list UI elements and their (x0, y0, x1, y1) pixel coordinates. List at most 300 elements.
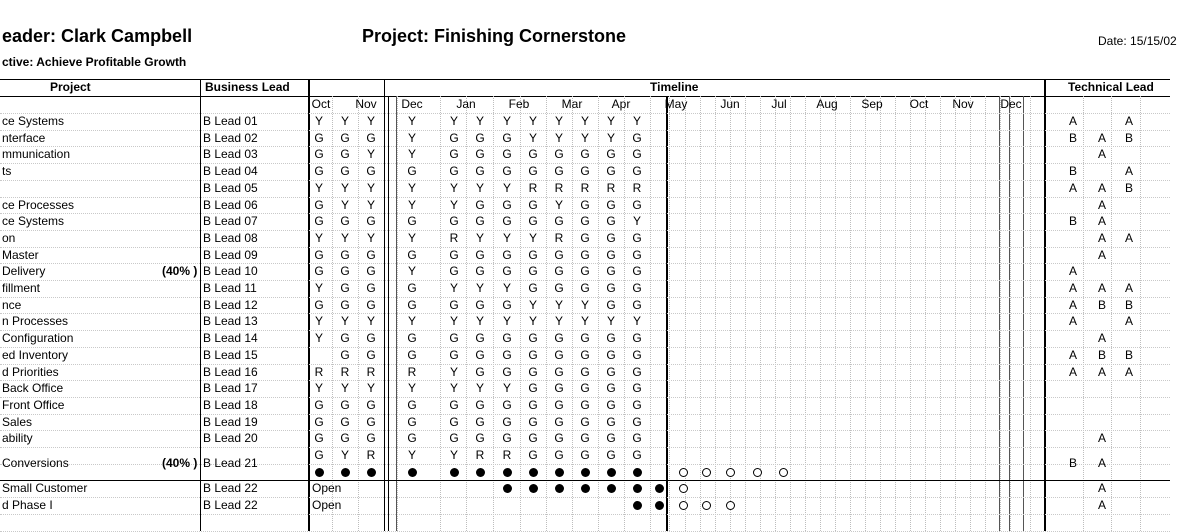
status-cell: G (366, 298, 376, 312)
status-cell: R (632, 181, 642, 195)
status-cell: G (340, 431, 350, 445)
status-cell: Y (449, 314, 459, 328)
project-name: Small Customer (2, 481, 88, 495)
milestone-complete-icon (655, 484, 664, 493)
milestone-complete-icon (315, 468, 324, 477)
status-cell: Y (502, 231, 512, 245)
status-cell: G (502, 147, 512, 161)
milestone-complete-icon (555, 468, 564, 477)
status-cell: G (502, 131, 512, 145)
technical-lead: B (1125, 181, 1134, 195)
status-cell: G (502, 398, 512, 412)
timeline-column-header: Timeline (650, 80, 699, 94)
status-cell: G (340, 264, 350, 278)
milestone-pending-icon (679, 484, 688, 493)
status-cell: G (340, 398, 350, 412)
status-cell: G (528, 331, 538, 345)
status-cell: Y (502, 114, 512, 128)
status-cell: G (407, 415, 417, 429)
status-text: Open (312, 498, 342, 512)
status-cell: Y (407, 381, 417, 395)
status-cell: G (475, 214, 485, 228)
status-cell: R (314, 365, 324, 379)
month-label: Aug (816, 97, 838, 111)
technical-lead: A (1098, 131, 1107, 145)
status-cell: G (632, 248, 642, 262)
project-name: ts (2, 164, 12, 178)
milestone-complete-icon (581, 484, 590, 493)
status-cell: G (502, 298, 512, 312)
grid-hline (0, 497, 1170, 498)
month-label: Oct (909, 97, 929, 111)
status-cell: G (407, 398, 417, 412)
status-cell: G (632, 198, 642, 212)
status-cell: G (606, 281, 616, 295)
status-cell: Y (366, 314, 376, 328)
project-name: fillment (2, 281, 41, 295)
milestone-pending-icon (702, 468, 711, 477)
status-cell: G (580, 281, 590, 295)
status-cell: G (554, 164, 564, 178)
project-name: d Priorities (2, 365, 59, 379)
status-cell: Y (502, 281, 512, 295)
status-cell: G (407, 164, 417, 178)
status-cell: Y (502, 381, 512, 395)
technical-lead: A (1125, 281, 1134, 295)
status-cell: G (606, 214, 616, 228)
technical-lead: A (1098, 231, 1107, 245)
status-cell: G (528, 448, 538, 462)
status-cell: Y (632, 214, 642, 228)
status-cell: G (407, 281, 417, 295)
milestone-complete-icon (341, 468, 350, 477)
month-label: Dec (401, 97, 423, 111)
status-cell: Y (449, 381, 459, 395)
month-label: Jan (456, 97, 476, 111)
technical-lead: B (1125, 348, 1134, 362)
status-cell: G (528, 264, 538, 278)
leader-title: eader: Clark Campbell (2, 26, 193, 46)
status-cell: G (340, 214, 350, 228)
status-cell: G (314, 264, 324, 278)
technical-lead: A (1098, 181, 1107, 195)
project-name: ce Systems (2, 214, 65, 228)
status-cell: Y (407, 131, 417, 145)
status-cell: Y (340, 231, 350, 245)
status-cell: G (528, 381, 538, 395)
month-label: Mar (561, 97, 583, 111)
business-lead: B Lead 12 (203, 298, 258, 312)
business-lead: B Lead 17 (203, 381, 258, 395)
milestone-complete-icon (633, 501, 642, 510)
status-cell: Y (606, 314, 616, 328)
status-cell: Y (554, 314, 564, 328)
status-cell: Y (580, 114, 590, 128)
status-cell: Y (475, 381, 485, 395)
milestone-complete-icon (450, 468, 459, 477)
status-cell: G (449, 264, 459, 278)
status-cell: G (314, 198, 324, 212)
status-cell: G (502, 198, 512, 212)
status-cell: Y (340, 114, 350, 128)
status-cell: G (632, 448, 642, 462)
technical-lead: A (1098, 431, 1107, 445)
milestone-complete-icon (367, 468, 376, 477)
technical-lead: A (1069, 181, 1078, 195)
status-cell: G (580, 365, 590, 379)
status-cell: Y (340, 314, 350, 328)
status-cell: G (366, 214, 376, 228)
business-lead: B Lead 11 (203, 281, 257, 295)
status-cell: G (580, 147, 590, 161)
status-cell: G (366, 131, 376, 145)
status-cell: Y (449, 198, 459, 212)
status-cell: G (366, 348, 376, 362)
status-cell: G (580, 248, 590, 262)
status-cell: R (528, 181, 538, 195)
status-cell: Y (407, 264, 417, 278)
status-cell: G (449, 398, 459, 412)
status-cell: G (340, 147, 350, 161)
status-cell: G (314, 398, 324, 412)
project-name: ed Inventory (2, 348, 69, 362)
status-cell: G (554, 248, 564, 262)
status-cell: G (475, 264, 485, 278)
status-cell: G (340, 348, 350, 362)
status-cell: G (475, 431, 485, 445)
business-lead: B Lead 09 (203, 248, 258, 262)
status-cell: R (554, 231, 564, 245)
section-divider (0, 480, 1170, 481)
business-lead: B Lead 21 (203, 456, 258, 470)
status-cell: Y (314, 231, 324, 245)
status-cell: G (632, 365, 642, 379)
status-cell: G (632, 298, 642, 312)
status-cell: R (580, 181, 590, 195)
status-cell: R (475, 448, 485, 462)
status-cell: G (407, 248, 417, 262)
status-cell: G (449, 214, 459, 228)
status-cell: G (475, 331, 485, 345)
status-cell: G (340, 298, 350, 312)
status-cell: G (606, 381, 616, 395)
status-cell: G (606, 415, 616, 429)
project-column-header: Project (50, 80, 91, 94)
status-cell: G (580, 231, 590, 245)
status-cell: G (580, 398, 590, 412)
milestone-pending-icon (779, 468, 788, 477)
status-cell: G (366, 264, 376, 278)
status-cell: R (606, 181, 616, 195)
status-cell: Y (449, 365, 459, 379)
status-cell: G (632, 398, 642, 412)
month-label: Jul (771, 97, 787, 111)
status-cell: G (606, 398, 616, 412)
technical-lead: A (1098, 365, 1107, 379)
status-cell: G (449, 331, 459, 345)
business-lead: B Lead 13 (203, 314, 258, 328)
technical-lead: A (1069, 281, 1078, 295)
status-cell: Y (632, 114, 642, 128)
status-cell: Y (502, 314, 512, 328)
project-name: Sales (2, 415, 33, 429)
objective-label: ctive: Achieve Profitable Growth (2, 55, 187, 69)
business-lead: B Lead 18 (203, 398, 258, 412)
status-cell: G (606, 348, 616, 362)
project-name: on (2, 231, 16, 245)
project-name: nce (2, 298, 22, 312)
header-line-bottom (0, 96, 1170, 97)
status-cell: Y (366, 114, 376, 128)
month-label: Apr (611, 97, 631, 111)
milestone-complete-icon (503, 468, 512, 477)
milestone-pending-icon (726, 501, 735, 510)
technical-lead: A (1098, 248, 1107, 262)
milestone-pending-icon (702, 501, 711, 510)
status-cell: G (502, 431, 512, 445)
technical-lead-column-header: Technical Lead (1068, 80, 1154, 94)
technical-lead: A (1125, 231, 1134, 245)
status-cell: Y (407, 448, 417, 462)
status-cell: Y (475, 231, 485, 245)
technical-lead: B (1125, 131, 1134, 145)
status-cell: G (475, 298, 485, 312)
technical-lead: A (1069, 365, 1078, 379)
status-cell: G (528, 415, 538, 429)
status-cell: G (475, 248, 485, 262)
status-cell: Y (528, 131, 538, 145)
status-cell: Y (407, 198, 417, 212)
status-cell: Y (314, 314, 324, 328)
status-cell: G (632, 281, 642, 295)
status-cell: G (407, 348, 417, 362)
status-cell: G (340, 281, 350, 295)
status-cell: G (475, 365, 485, 379)
status-cell: Y (528, 314, 538, 328)
technical-lead: A (1098, 281, 1107, 295)
status-cell: G (528, 214, 538, 228)
business-lead: B Lead 06 (203, 198, 258, 212)
status-cell: Y (475, 314, 485, 328)
technical-lead: A (1125, 314, 1134, 328)
business-lead: B Lead 22 (203, 481, 258, 495)
status-cell: G (632, 331, 642, 345)
milestone-complete-icon (529, 468, 538, 477)
status-cell: Y (366, 231, 376, 245)
status-cell: Y (340, 181, 350, 195)
technical-lead: B (1098, 348, 1107, 362)
status-cell: G (580, 381, 590, 395)
status-cell: R (340, 365, 350, 379)
percent-complete: (40% ) (162, 264, 198, 278)
status-cell: G (580, 198, 590, 212)
business-lead: B Lead 10 (203, 264, 258, 278)
status-cell: G (606, 298, 616, 312)
status-cell: G (502, 331, 512, 345)
business-lead: B Lead 20 (203, 431, 258, 445)
milestone-complete-icon (607, 468, 616, 477)
status-cell: R (502, 448, 512, 462)
status-cell: G (340, 248, 350, 262)
status-cell: R (366, 448, 376, 462)
status-cell: Y (407, 147, 417, 161)
milestone-pending-icon (679, 501, 688, 510)
technical-lead: B (1098, 298, 1107, 312)
milestone-pending-icon (726, 468, 735, 477)
milestone-complete-icon (555, 484, 564, 493)
month-label: May (664, 97, 688, 111)
business-lead: B Lead 14 (203, 331, 258, 345)
project-name: Master (2, 248, 39, 262)
status-cell: G (632, 415, 642, 429)
technical-lead: B (1069, 456, 1078, 470)
business-lead: B Lead 22 (203, 498, 258, 512)
status-cell: G (340, 331, 350, 345)
business-lead-column-header: Business Lead (205, 80, 290, 94)
status-cell: G (528, 248, 538, 262)
milestone-complete-icon (581, 468, 590, 477)
project-name: Back Office (2, 381, 64, 395)
milestone-complete-icon (503, 484, 512, 493)
milestone-complete-icon (633, 468, 642, 477)
status-cell: R (554, 181, 564, 195)
status-cell: G (528, 431, 538, 445)
status-cell: Y (407, 231, 417, 245)
technical-lead: A (1125, 114, 1134, 128)
month-label: Jun (720, 97, 740, 111)
status-cell: G (528, 164, 538, 178)
grid-hline (0, 514, 1170, 515)
technical-lead: B (1125, 298, 1134, 312)
milestone-complete-icon (476, 468, 485, 477)
status-cell: G (449, 147, 459, 161)
project-name: ce Systems (2, 114, 65, 128)
milestone-pending-icon (753, 468, 762, 477)
status-cell: Y (554, 198, 564, 212)
status-cell: G (449, 248, 459, 262)
project-name: n Processes (2, 314, 69, 328)
milestone-complete-icon (607, 484, 616, 493)
project-title: Project: Finishing Cornerstone (362, 26, 627, 46)
status-cell: Y (606, 114, 616, 128)
month-label: Nov (355, 97, 377, 111)
status-cell: G (554, 398, 564, 412)
status-cell: G (366, 281, 376, 295)
status-cell: G (449, 415, 459, 429)
project-name: ce Processes (2, 198, 75, 212)
business-lead: B Lead 15 (203, 348, 258, 362)
month-label: Feb (508, 97, 530, 111)
business-lead: B Lead 02 (203, 131, 258, 145)
status-cell: Y (475, 114, 485, 128)
status-cell: G (314, 147, 324, 161)
technical-lead: A (1125, 164, 1134, 178)
status-cell: Y (314, 381, 324, 395)
status-cell: G (528, 281, 538, 295)
status-cell: G (580, 264, 590, 278)
status-cell: G (314, 415, 324, 429)
status-cell: Y (449, 114, 459, 128)
technical-lead: A (1069, 348, 1078, 362)
status-cell: G (340, 164, 350, 178)
status-cell: G (314, 164, 324, 178)
status-cell: G (632, 381, 642, 395)
status-cell: G (366, 331, 376, 345)
status-cell: G (632, 164, 642, 178)
status-cell: G (580, 164, 590, 178)
status-cell: G (314, 431, 324, 445)
status-cell: G (554, 214, 564, 228)
status-cell: G (502, 248, 512, 262)
status-cell: G (632, 231, 642, 245)
status-cell: Y (366, 181, 376, 195)
status-cell: Y (449, 181, 459, 195)
month-label: Dec (1000, 97, 1022, 111)
project-name: ability (2, 431, 33, 445)
status-cell: Y (366, 381, 376, 395)
technical-lead: A (1069, 114, 1078, 128)
status-cell: G (554, 281, 564, 295)
month-label: Sep (861, 97, 883, 111)
status-cell: G (314, 298, 324, 312)
status-cell: G (528, 365, 538, 379)
status-text: Open (312, 481, 342, 495)
status-cell: Y (449, 281, 459, 295)
technical-lead: A (1098, 331, 1107, 345)
status-cell: Y (407, 114, 417, 128)
status-cell: Y (407, 181, 417, 195)
technical-lead: A (1069, 298, 1078, 312)
status-cell: G (554, 264, 564, 278)
business-lead: B Lead 04 (203, 164, 258, 178)
status-cell: Y (528, 231, 538, 245)
project-name: Front Office (2, 398, 65, 412)
business-lead: B Lead 19 (203, 415, 258, 429)
status-cell: G (449, 431, 459, 445)
status-cell: G (366, 415, 376, 429)
technical-lead: A (1069, 314, 1078, 328)
status-cell: G (580, 331, 590, 345)
status-cell: G (606, 264, 616, 278)
status-cell: G (606, 231, 616, 245)
status-cell: G (502, 164, 512, 178)
status-cell: G (554, 431, 564, 445)
status-cell: G (554, 365, 564, 379)
status-cell: Y (314, 281, 324, 295)
milestone-complete-icon (529, 484, 538, 493)
business-lead: B Lead 07 (203, 214, 258, 228)
status-cell: Y (314, 114, 324, 128)
status-cell: Y (554, 114, 564, 128)
status-cell: G (340, 415, 350, 429)
milestone-complete-icon (408, 468, 417, 477)
status-cell: G (475, 348, 485, 362)
status-cell: Y (580, 131, 590, 145)
status-cell: G (606, 431, 616, 445)
status-cell: G (314, 214, 324, 228)
status-cell: G (449, 298, 459, 312)
status-cell: Y (366, 147, 376, 161)
status-cell: Y (475, 281, 485, 295)
status-cell: G (580, 214, 590, 228)
status-cell: Y (314, 181, 324, 195)
status-cell: G (366, 398, 376, 412)
milestone-complete-icon (655, 501, 664, 510)
month-label: Oct (311, 97, 331, 111)
technical-lead: A (1098, 481, 1107, 495)
status-cell: Y (502, 181, 512, 195)
status-cell: G (554, 415, 564, 429)
